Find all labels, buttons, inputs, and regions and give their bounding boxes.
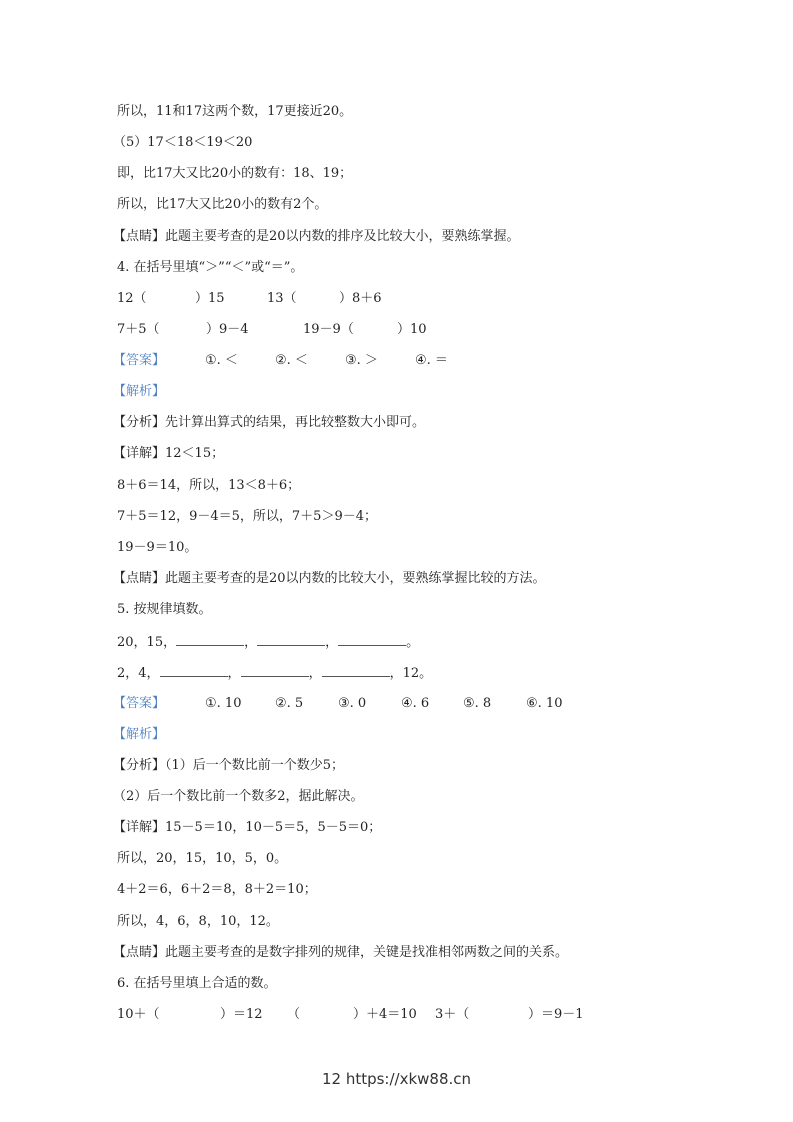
question-4-row-1 [117, 289, 717, 309]
text-line: 所以，4，6，8，10，12。 [117, 914, 279, 929]
text-line: 即，比17大又比20小的数有：18、19； [117, 166, 353, 181]
text-line: 【详解】15－5＝10，10－5＝5，5－5＝0； [113, 820, 382, 835]
text-line: （5）17＜18＜19＜20 [113, 135, 253, 150]
sep: ， [325, 635, 339, 650]
expr: 3＋（ [435, 1007, 470, 1022]
sep: ， [244, 635, 258, 650]
expr: 10＋（ [117, 1007, 160, 1022]
answer-item: ④. 6 [401, 696, 430, 711]
answer-item: ③. ＞ [345, 353, 378, 368]
expr: ）8＋6 [339, 291, 382, 306]
question-5-row-2 [117, 662, 432, 682]
answer-label: 【答案】 [113, 353, 166, 368]
text-line: （2）后一个数比前一个数多2，据此解决。 [113, 789, 364, 804]
answer-item: ②. 5 [275, 696, 304, 711]
expr: 12（ [117, 291, 147, 306]
answer-item: ①. 10 [205, 696, 242, 711]
sep: 。 [406, 635, 420, 650]
blank-field[interactable] [176, 631, 244, 646]
answer-row-5 [113, 694, 713, 714]
text-line: 7＋5＝12，9－4＝5，所以，7＋5＞9－4； [117, 509, 377, 524]
expr: 20，15， [117, 635, 177, 650]
blank-field[interactable] [322, 662, 390, 677]
question-6-row [117, 1005, 717, 1025]
question-4-title: 4. 在括号里填“＞”“＜”或“＝”。 [117, 260, 304, 275]
question-5-title: 5. 按规律填数。 [117, 602, 212, 617]
answer-item: ⑥. 10 [526, 696, 563, 711]
expr: ）9－4 [206, 322, 249, 337]
analysis-label: 【解析】 [113, 727, 166, 742]
answer-item: ②. ＜ [275, 353, 308, 368]
analysis-label: 【解析】 [113, 384, 166, 399]
expr: （ [287, 1007, 301, 1022]
answer-item: ①. ＜ [205, 353, 238, 368]
sep: ，12。 [389, 666, 433, 681]
answer-row-4 [113, 351, 713, 371]
blank-field[interactable] [338, 631, 406, 646]
expr: ）＝9－1 [528, 1007, 584, 1022]
expr: ）＝12 [220, 1007, 263, 1022]
text-line: 所以，11和17这两个数，17更接近20。 [117, 104, 353, 119]
text-line: 所以，20，15，10，5，0。 [117, 851, 288, 866]
expr: 2，4， [117, 666, 160, 681]
answer-item: ④. ＝ [415, 353, 448, 368]
text-line: 【分析】先计算出算式的结果，再比较整数大小即可。 [113, 415, 426, 430]
page-footer: 12 https://xkw88.cn [321, 1070, 472, 1088]
text-line: 4＋2＝6，6＋2＝8，8＋2＝10； [117, 882, 317, 897]
expr: 19－9（ [303, 322, 354, 337]
text-line: 【分析】（1）后一个数比前一个数少5； [113, 758, 345, 773]
answer-label: 【答案】 [113, 696, 166, 711]
text-line: 所以，比17大又比20小的数有2个。 [117, 197, 328, 212]
question-5-row-1 [117, 631, 419, 651]
question-4-row-2 [117, 320, 717, 340]
expr: ）10 [397, 322, 427, 337]
expr: ）＋4＝10 [353, 1007, 417, 1022]
text-line: 8＋6＝14，所以，13＜8＋6； [117, 478, 301, 493]
blank-field[interactable] [160, 662, 228, 677]
blank-field[interactable] [241, 662, 309, 677]
sep: ， [227, 666, 241, 681]
blank-field[interactable] [257, 631, 325, 646]
expr: 13（ [267, 291, 297, 306]
answer-item: ③. 0 [338, 696, 367, 711]
text-line: 【详解】12＜15； [113, 446, 225, 461]
text-line: 19－9＝10。 [117, 540, 198, 555]
remark-line: 【点睛】此题主要考查的是数字排列的规律，关键是找准相邻两数之间的关系。 [113, 945, 569, 960]
question-6-title: 6. 在括号里填上合适的数。 [117, 976, 277, 991]
sep: ， [308, 666, 322, 681]
remark-line: 【点睛】此题主要考查的是20以内数的排序及比较大小，要熟练掌握。 [113, 229, 520, 244]
expr: 7＋5（ [117, 322, 160, 337]
answer-item: ⑤. 8 [463, 696, 492, 711]
remark-line: 【点睛】此题主要考查的是20以内数的比较大小，要熟练掌握比较的方法。 [113, 571, 546, 586]
expr: ）15 [195, 291, 225, 306]
